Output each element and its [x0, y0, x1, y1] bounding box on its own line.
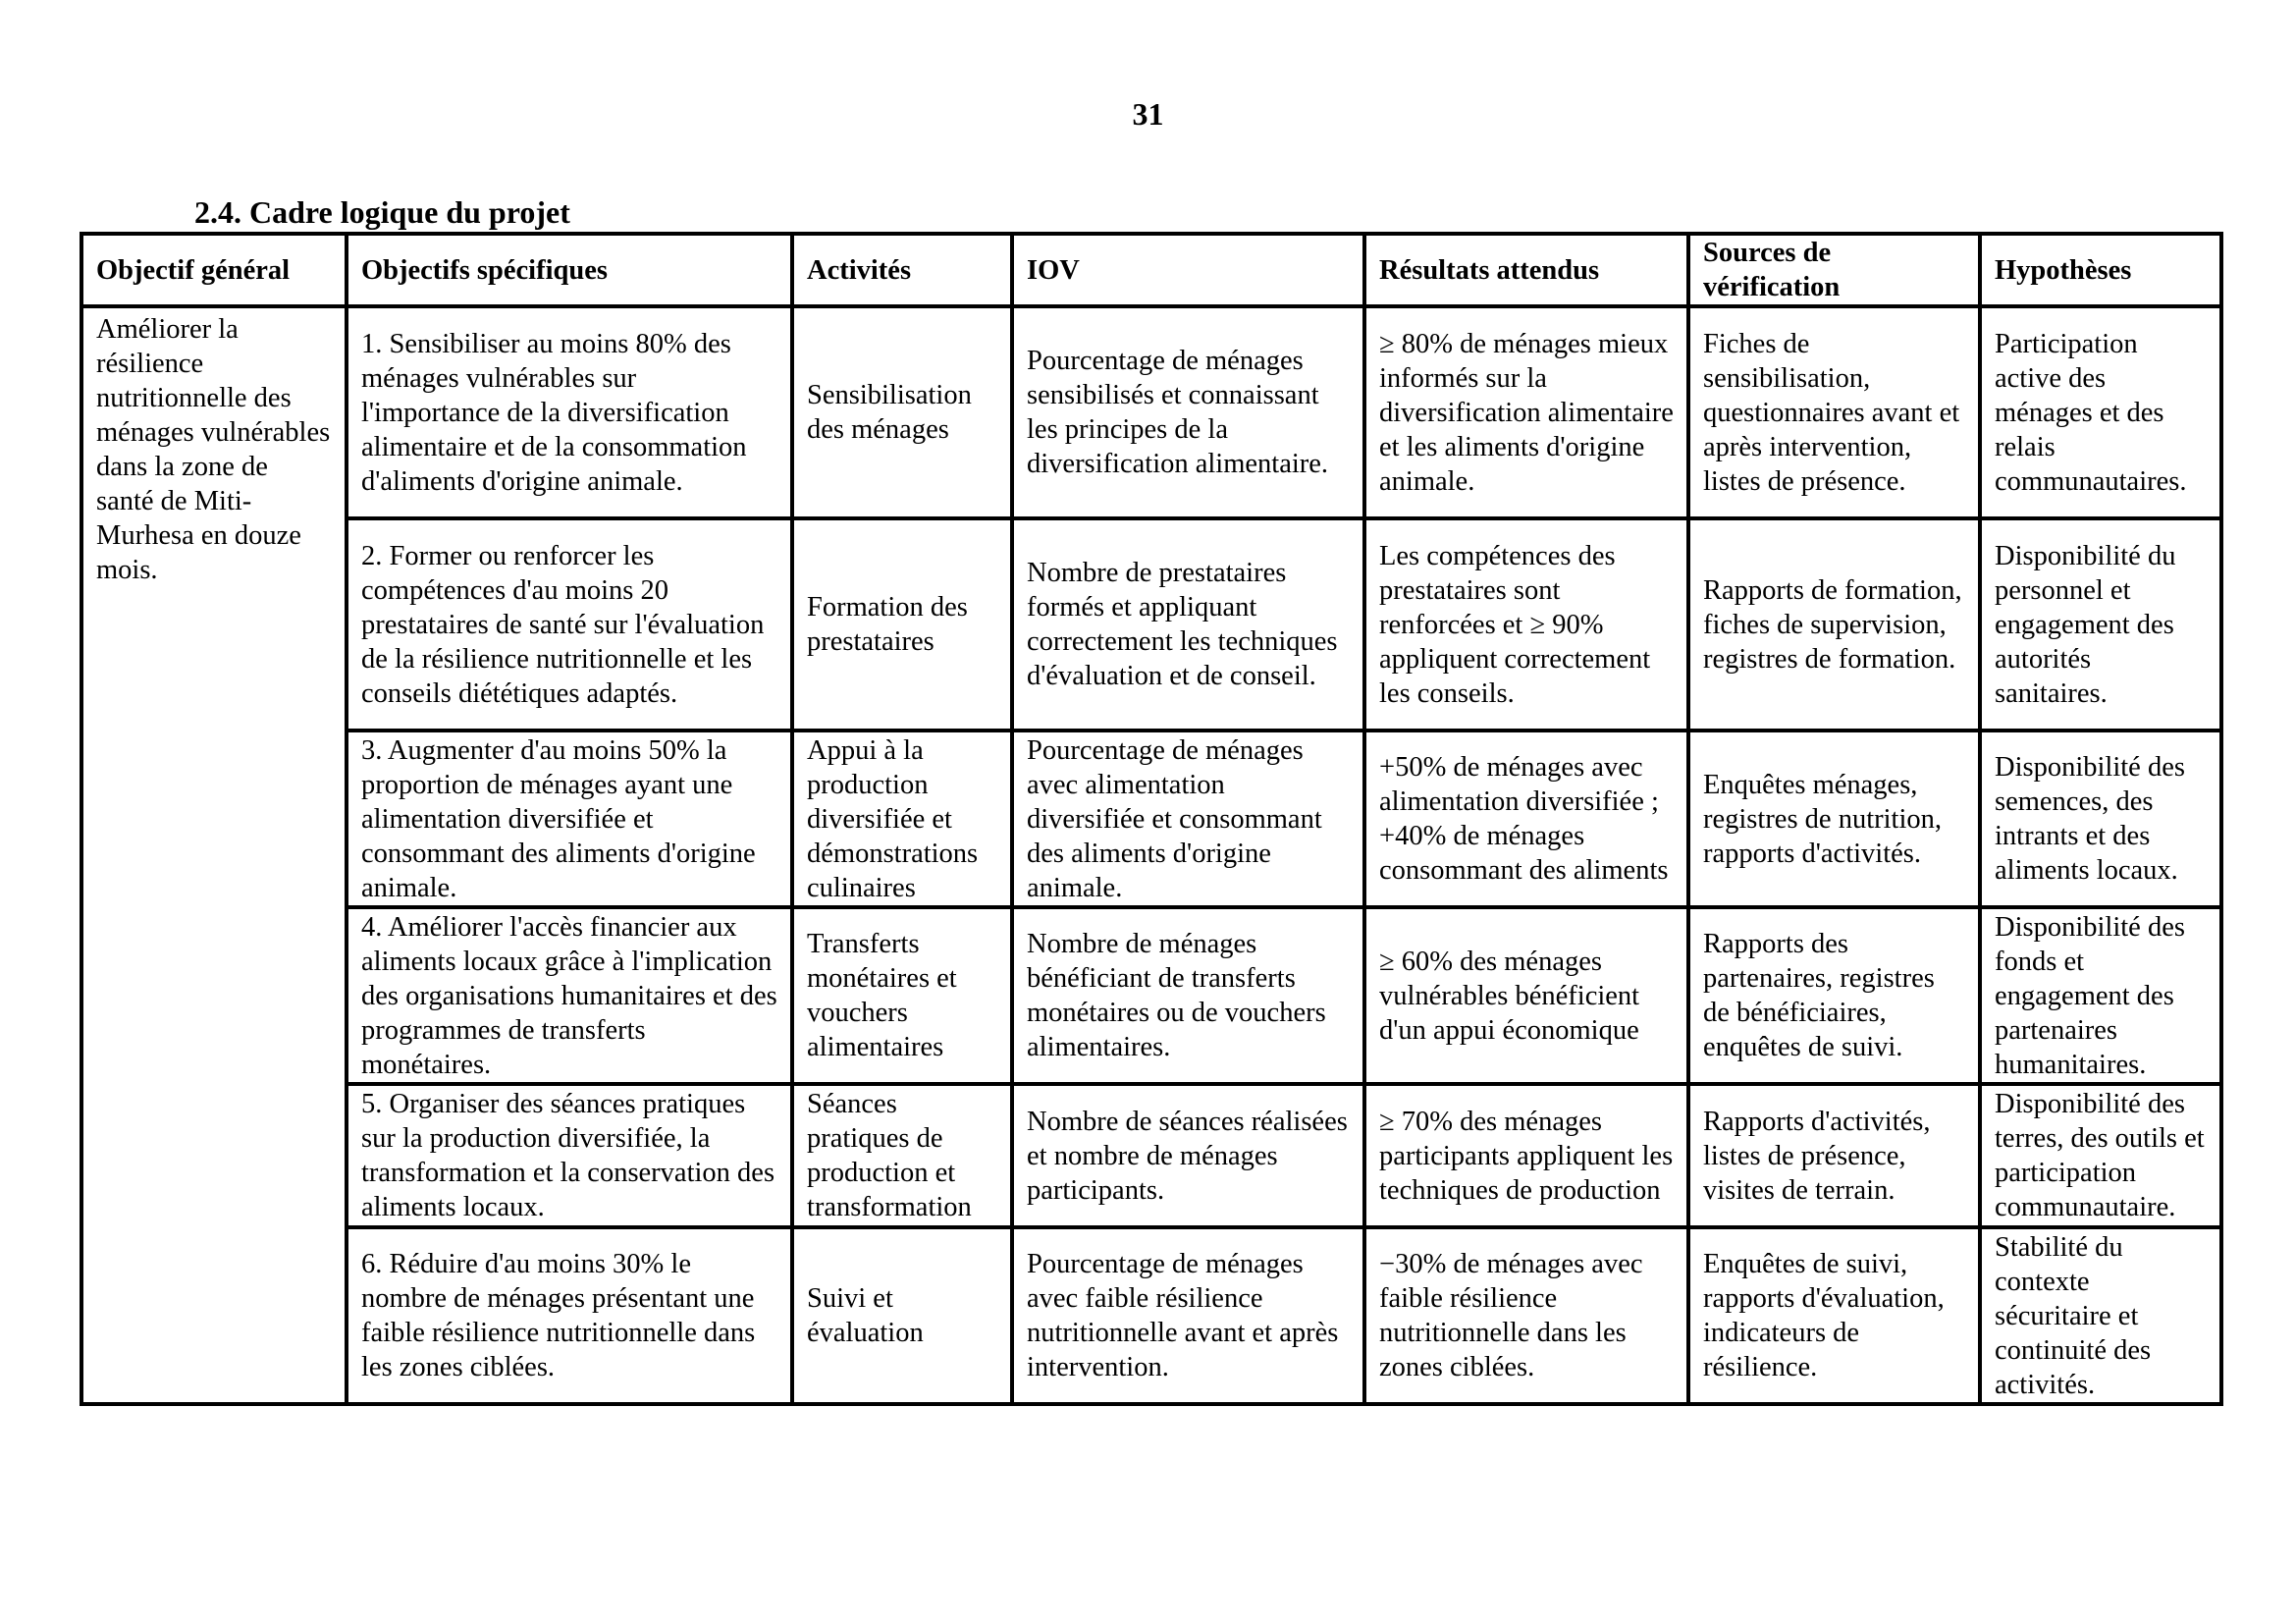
- header-hypotheses: Hypothèses: [1980, 234, 2221, 306]
- hypothesis-cell: Disponibilité du personnel et engagement des autorités sanitaires.: [1980, 518, 2221, 731]
- expected-result-cell: ≥ 80% de ménages mieux informés sur la diversification alimentaire et les aliments d'origine animale.: [1364, 306, 1688, 518]
- specific-objective-cell: 1. Sensibiliser au moins 80% des ménages vulnérables sur l'importance de la diversification alimentaire et de la consommation d'aliments d'origine animale.: [347, 306, 792, 518]
- header-expected-results: Résultats attendus: [1364, 234, 1688, 306]
- activity-cell: Transferts monétaires et vouchers alimentaires: [792, 907, 1012, 1084]
- table-row: [81, 1084, 2221, 1227]
- activity-cell: Formation des prestataires: [792, 518, 1012, 731]
- verification-source-cell: Enquêtes ménages, registres de nutrition, rapports d'activités.: [1688, 731, 1980, 907]
- logical-framework-table: [80, 232, 2223, 1406]
- table-row: [81, 518, 2221, 731]
- verification-source-cell: Enquêtes de suivi, rapports d'évaluation, indicateurs de résilience.: [1688, 1227, 1980, 1404]
- expected-result-cell: +50% de ménages avec alimentation diversifiée ; +40% de ménages consommant des aliments: [1364, 731, 1688, 907]
- table-row: [81, 731, 2221, 907]
- expected-result-cell: ≥ 70% des ménages participants appliquent les techniques de production: [1364, 1084, 1688, 1227]
- hypothesis-cell: Disponibilité des fonds et engagement des partenaires humanitaires.: [1980, 907, 2221, 1084]
- expected-result-cell: Les compétences des prestataires sont renforcées et ≥ 90% appliquent correctement les conseils.: [1364, 518, 1688, 731]
- header-iov: IOV: [1012, 234, 1364, 306]
- hypothesis-cell: Participation active des ménages et des relais communautaires.: [1980, 306, 2221, 518]
- section-title: 2.4. Cadre logique du projet: [194, 194, 570, 230]
- activity-cell: Suivi et évaluation: [792, 1227, 1012, 1404]
- specific-objective-cell: 4. Améliorer l'accès financier aux aliments locaux grâce à l'implication des organisations humanitaires et des programmes de transferts monétaires.: [347, 907, 792, 1084]
- specific-objective-cell: 6. Réduire d'au moins 30% le nombre de ménages présentant une faible résilience nutritionnelle dans les zones ciblées.: [347, 1227, 792, 1404]
- activity-cell: Sensibilisation des ménages: [792, 306, 1012, 518]
- iov-cell: Pourcentage de ménages avec faible résilience nutritionnelle avant et après intervention.: [1012, 1227, 1364, 1404]
- table-row: [81, 1227, 2221, 1404]
- iov-cell: Nombre de séances réalisées et nombre de ménages participants.: [1012, 1084, 1364, 1227]
- verification-source-cell: Rapports d'activités, listes de présence, visites de terrain.: [1688, 1084, 1980, 1227]
- page-number: 31: [1132, 96, 1164, 132]
- activity-cell: Appui à la production diversifiée et démonstrations culinaires: [792, 731, 1012, 907]
- specific-objective-cell: 5. Organiser des séances pratiques sur la production diversifiée, la transformation et la conservation des aliments locaux.: [347, 1084, 792, 1227]
- hypothesis-cell: Disponibilité des terres, des outils et participation communautaire.: [1980, 1084, 2221, 1227]
- expected-result-cell: ≥ 60% des ménages vulnérables bénéficient d'un appui économique: [1364, 907, 1688, 1084]
- table-header-row: [81, 234, 2221, 306]
- general-objective-cell: Améliorer la résilience nutritionnelle des ménages vulnérables dans la zone de santé de Miti-Murhesa en douze mois.: [81, 306, 347, 1404]
- verification-source-cell: Rapports des partenaires, registres de bénéficiaires, enquêtes de suivi.: [1688, 907, 1980, 1084]
- iov-cell: Pourcentage de ménages avec alimentation diversifiée et consommant des aliments d'origine animale.: [1012, 731, 1364, 907]
- specific-objective-cell: 2. Former ou renforcer les compétences d'au moins 20 prestataires de santé sur l'évaluation de la résilience nutritionnelle et les conseils diététiques adaptés.: [347, 518, 792, 731]
- iov-cell: Nombre de ménages bénéficiant de transferts monétaires ou de vouchers alimentaires.: [1012, 907, 1364, 1084]
- table-row: [81, 907, 2221, 1084]
- specific-objective-cell: 3. Augmenter d'au moins 50% la proportion de ménages ayant une alimentation diversifiée et consommant des aliments d'origine animale.: [347, 731, 792, 907]
- expected-result-cell: −30% de ménages avec faible résilience nutritionnelle dans les zones ciblées.: [1364, 1227, 1688, 1404]
- verification-source-cell: Fiches de sensibilisation, questionnaires avant et après intervention, listes de présence.: [1688, 306, 1980, 518]
- header-verification-sources: Sources de vérification: [1688, 234, 1980, 306]
- activity-cell: Séances pratiques de production et transformation: [792, 1084, 1012, 1227]
- hypothesis-cell: Disponibilité des semences, des intrants et des aliments locaux.: [1980, 731, 2221, 907]
- header-activities: Activités: [792, 234, 1012, 306]
- hypothesis-cell: Stabilité du contexte sécuritaire et continuité des activités.: [1980, 1227, 2221, 1404]
- header-specific-objectives: Objectifs spécifiques: [347, 234, 792, 306]
- iov-cell: Pourcentage de ménages sensibilisés et connaissant les principes de la diversification alimentaire.: [1012, 306, 1364, 518]
- verification-source-cell: Rapports de formation, fiches de supervision, registres de formation.: [1688, 518, 1980, 731]
- iov-cell: Nombre de prestataires formés et appliquant correctement les techniques d'évaluation et de conseil.: [1012, 518, 1364, 731]
- header-general-objective: Objectif général: [81, 234, 347, 306]
- table-row: [81, 306, 2221, 518]
